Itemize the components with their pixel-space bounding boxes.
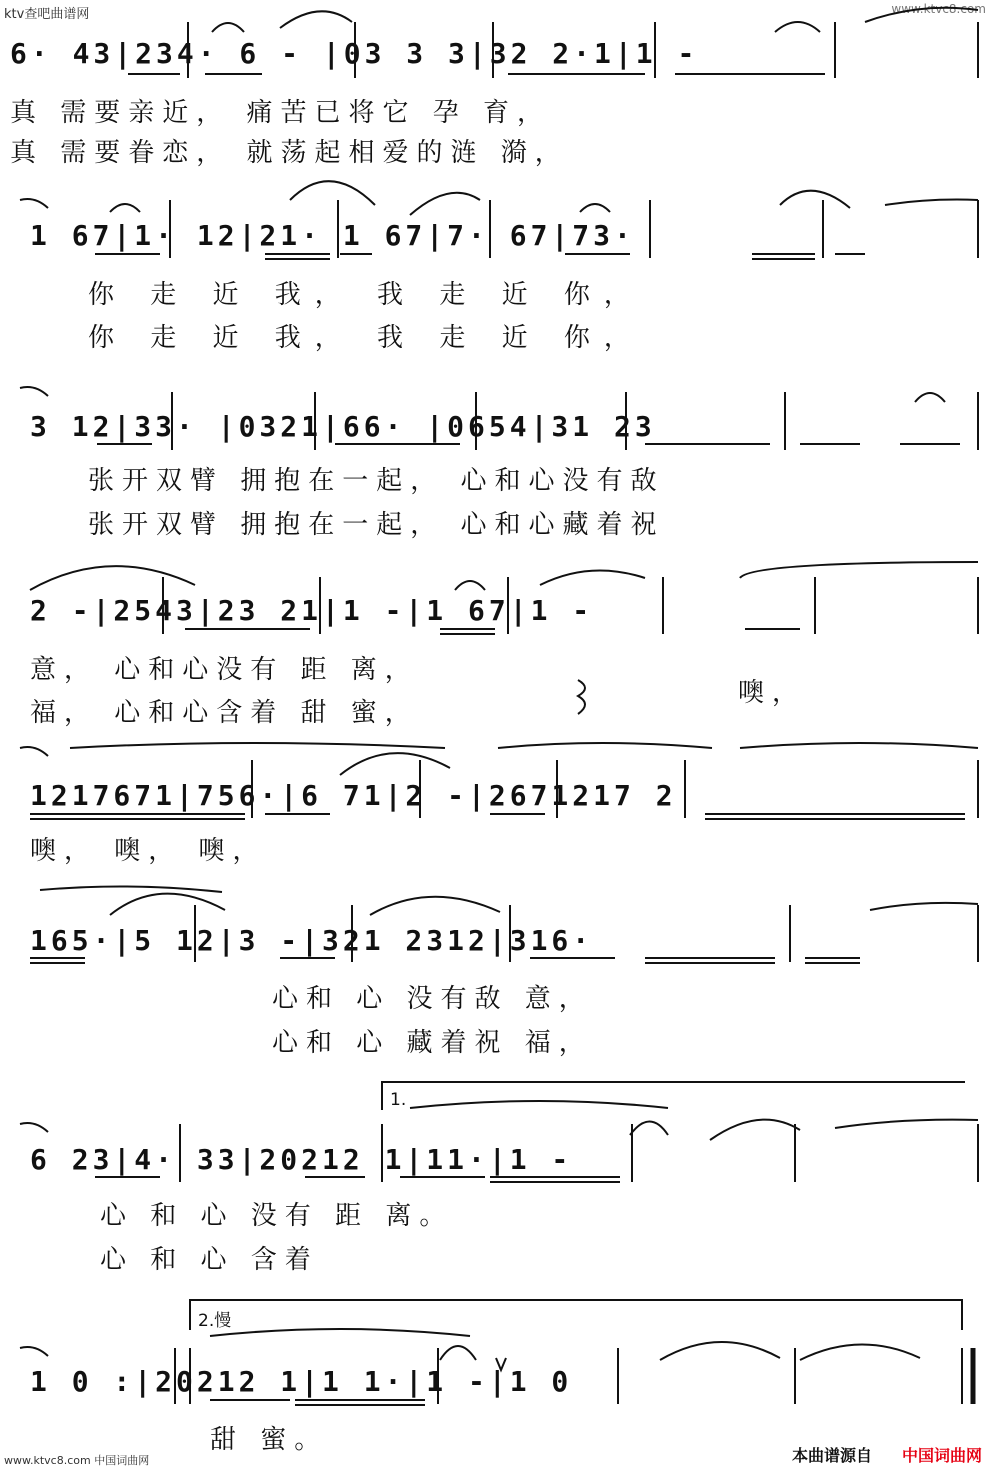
lyric-line-3-verse-1: 张开双臂 拥抱在一起， 心和心没有敌	[88, 466, 665, 496]
notation-line-8: 1 0 :|20212 1|1 1·|1 -|1 0	[30, 1365, 573, 1398]
notation-line-2: 1 67|1· 12|21· 1 67|7· 67|73·	[30, 219, 635, 252]
slurs-system-4	[30, 562, 978, 714]
brace-exclamation: 噢，	[738, 678, 807, 708]
lyric-line-7-verse-1: 心 和 心 没有 距 离。	[100, 1201, 454, 1231]
volta-bracket-second-ending	[190, 1300, 962, 1330]
slurs-system-7	[20, 1101, 978, 1140]
site-watermark-bottom-left: www.ktvc8.com 中国词曲网	[4, 1454, 150, 1467]
notation-line-7: 6 23|4· 33|20212 1|11·|1 -	[30, 1143, 573, 1176]
lyric-line-5: 噢， 噢， 噢，	[30, 836, 267, 866]
lyric-line-3-verse-2: 张开双臂 拥抱在一起， 心和心藏着祝	[88, 510, 665, 540]
beam-underlines-system-8	[210, 1400, 425, 1405]
notation-line-4: 2 -|2543|23 21|1 -|1 67|1 -	[30, 594, 594, 627]
slurs-system-6	[40, 886, 978, 915]
lyric-line-6-verse-1: 心和 心 没有敌 意，	[272, 984, 593, 1014]
lyric-line-6-verse-2: 心和 心 藏着祝 福，	[272, 1028, 593, 1058]
volta-second-ending-label: 2.慢	[198, 1311, 232, 1331]
beam-underlines-system-5	[30, 814, 965, 819]
volta-bracket-first-ending	[382, 1082, 965, 1110]
beam-underlines-system-7	[95, 1177, 620, 1182]
volta-first-ending-label: 1.	[390, 1090, 407, 1110]
slurs-system-5	[20, 743, 978, 775]
site-watermark-top-right: www.ktvc8.com	[891, 2, 986, 16]
lyric-line-1-verse-1: 真 需要亲近， 痛苦已将它 孕 育，	[10, 98, 552, 128]
slurs-system-2	[20, 181, 978, 215]
source-label: 本曲谱源自	[792, 1446, 873, 1465]
brand-label: 中国词曲网	[902, 1446, 983, 1465]
site-watermark-top-left: ktv查吧曲谱网	[4, 7, 90, 22]
slurs-system-8	[20, 1329, 920, 1370]
beam-underlines-system-2	[95, 254, 865, 259]
notation-line-6: 165·|5 12|3 -|321 2312|316·	[30, 924, 594, 957]
beam-underlines-system-6	[30, 958, 860, 963]
lyric-line-8: 甜 蜜。	[210, 1425, 329, 1455]
lyric-line-4-verse-1: 意， 心和心没有 距 离，	[30, 655, 419, 685]
lyric-line-2-verse-2: 你 走 近 我， 我 走 近 你，	[88, 323, 644, 353]
lyric-line-7-verse-2: 心 和 心 含着	[100, 1245, 319, 1275]
slurs-system-3	[20, 387, 945, 402]
lyric-line-2-verse-1: 你 走 近 我， 我 走 近 你，	[88, 280, 644, 310]
beam-underlines-system-4	[185, 629, 800, 634]
notation-line-5: 1217671|756·|6 71|2 -|2671217 2	[30, 779, 677, 812]
notation-line-1: 6· 43|234· 6 - |03 3 3|32 2·1|1 -	[10, 37, 699, 70]
notation-line-3: 3 12|33· |0321|66· |0654|31 23	[30, 410, 656, 443]
slurs-system-1	[212, 8, 978, 32]
lyric-line-1-verse-2: 真 需要眷恋， 就荡起相爱的涟 漪，	[10, 138, 569, 168]
lyric-line-4-verse-2: 福， 心和心含着 甜 蜜，	[30, 698, 419, 728]
